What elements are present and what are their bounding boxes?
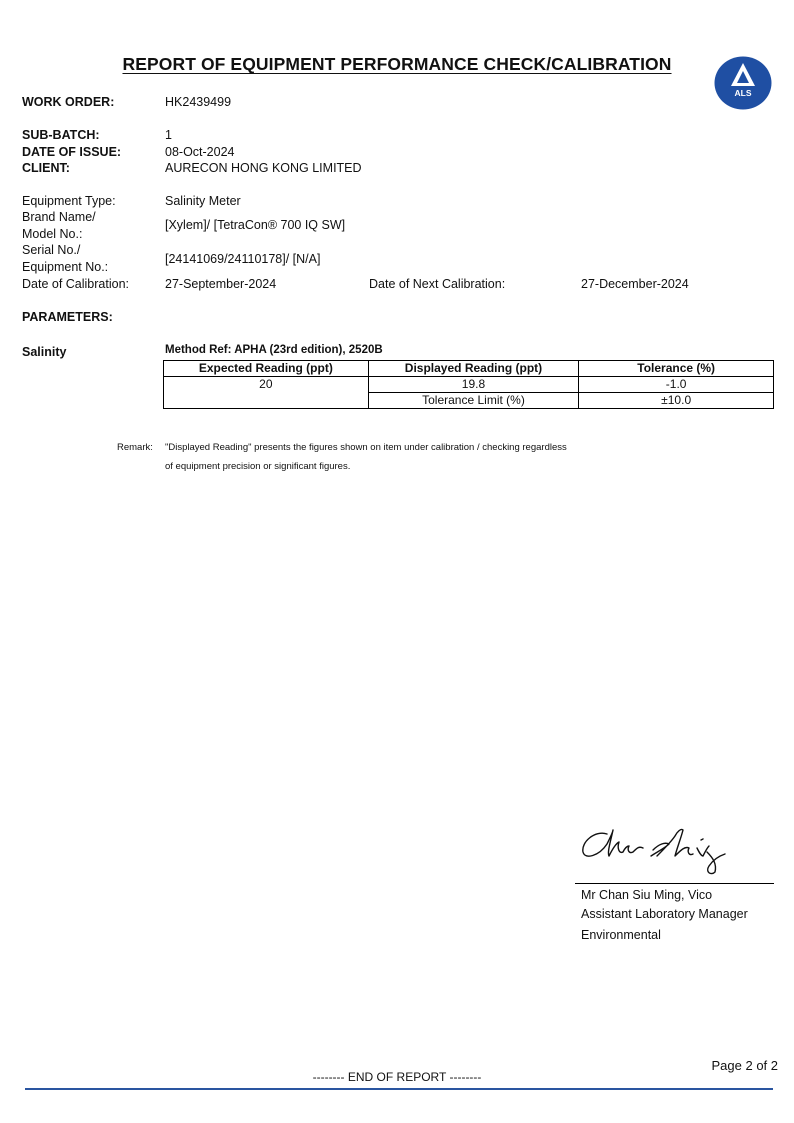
signatory-name: Mr Chan Siu Ming, Vico — [581, 888, 713, 902]
handwritten-signature — [577, 822, 737, 878]
brand-model-value: [Xylem]/ [TetraCon® 700 IQ SW] — [165, 218, 346, 232]
expected-reading-header: Expected Reading (ppt) — [164, 361, 369, 377]
equipment-type-value: Salinity Meter — [165, 194, 241, 208]
client-label: CLIENT: — [22, 161, 70, 175]
signature-line — [575, 883, 774, 884]
tolerance-limit-label-cell: Tolerance Limit (%) — [368, 393, 579, 409]
sub-batch-label: SUB-BATCH: — [22, 128, 100, 142]
tolerance-cell: -1.0 — [579, 377, 774, 393]
sub-batch-value: 1 — [165, 128, 172, 142]
model-no-label: Model No.: — [22, 227, 83, 241]
parameters-label: PARAMETERS: — [22, 310, 113, 324]
client-value: AURECON HONG KONG LIMITED — [165, 161, 362, 175]
als-logo — [714, 56, 772, 110]
displayed-reading-header: Displayed Reading (ppt) — [368, 361, 579, 377]
als-logo-text: ALS — [734, 88, 752, 98]
footer-divider — [25, 1088, 773, 1090]
date-of-issue-value: 08-Oct-2024 — [165, 145, 235, 159]
calibration-date-label: Date of Calibration: — [22, 277, 130, 291]
date-of-issue-label: DATE OF ISSUE: — [22, 145, 122, 159]
equipment-type-label: Equipment Type: — [22, 194, 116, 208]
table-row — [164, 377, 774, 393]
serial-no-label: Serial No./ — [22, 243, 81, 257]
expected-reading-cell — [164, 393, 369, 409]
next-calibration-value: 27-December-2024 — [581, 277, 689, 291]
work-order-value: HK2439499 — [165, 95, 232, 109]
page-number: Page 2 of 2 — [711, 1058, 778, 1073]
remark-line-2: of equipment precision or significant figures. — [165, 461, 351, 472]
tolerance-header: Tolerance (%) — [579, 361, 774, 377]
report-title: REPORT OF EQUIPMENT PERFORMANCE CHECK/CALIBRATION — [122, 54, 672, 74]
work-order-label: WORK ORDER: — [22, 95, 115, 109]
equipment-no-label: Equipment No.: — [22, 260, 109, 274]
serial-equipment-value: [24141069/24110178]/ [N/A] — [165, 252, 321, 266]
salinity-label: Salinity — [22, 345, 67, 359]
signatory-department: Environmental — [581, 928, 661, 942]
tolerance-limit-cell: ±10.0 — [579, 393, 774, 409]
remark-label: Remark: — [117, 442, 153, 453]
calibration-date-value: 27-September-2024 — [165, 277, 277, 291]
displayed-reading-cell: 19.8 — [368, 377, 579, 393]
expected-reading-cell: 20 — [164, 377, 369, 393]
table-header-row — [164, 361, 774, 377]
end-of-report: -------- END OF REPORT -------- — [312, 1070, 482, 1084]
signatory-position: Assistant Laboratory Manager — [581, 907, 748, 921]
method-reference: Method Ref: APHA (23rd edition), 2520B — [165, 344, 383, 356]
calibration-table — [163, 360, 774, 409]
next-calibration-label: Date of Next Calibration: — [369, 277, 506, 291]
table-row — [164, 393, 774, 409]
remark-line-1: "Displayed Reading" presents the figures shown on item under calibration / checking regardless — [165, 442, 567, 453]
brand-name-label: Brand Name/ — [22, 210, 96, 224]
